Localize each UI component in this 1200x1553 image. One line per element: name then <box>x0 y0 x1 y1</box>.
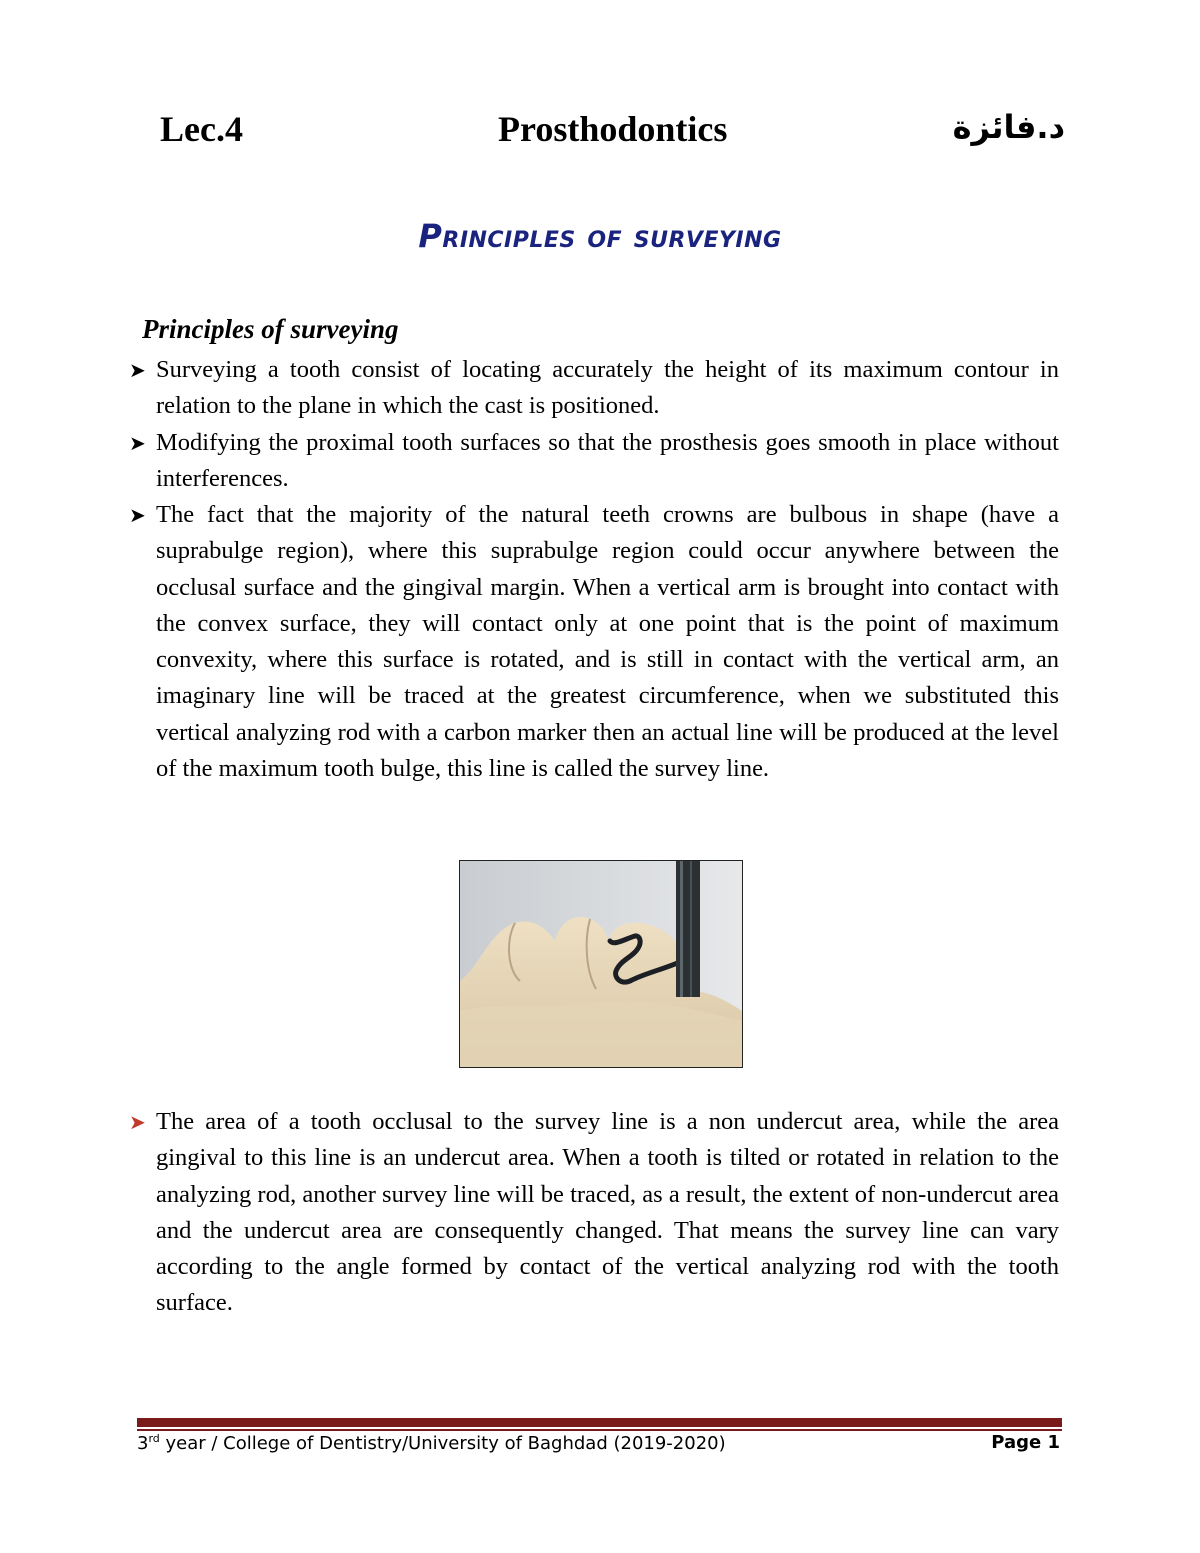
page-header <box>160 108 1065 164</box>
bullet-item <box>129 1104 1059 1322</box>
author-name: د.فائزة <box>952 108 1065 146</box>
footer-rule <box>137 1418 1062 1427</box>
arrowhead-bullet-icon: ➤ <box>129 503 146 527</box>
footer-year-suffix: rd <box>148 1432 160 1445</box>
bullet-item <box>129 425 1059 498</box>
bullet-text: Surveying a tooth consist of locating accurately the height of its maximum contour in relation to the plane in which the cast is positioned. <box>156 356 1059 420</box>
bullet-text: The area of a tooth occlusal to the survey line is a non undercut area, while the area gingival to this line is an undercut area. When a tooth is tilted or rotated in relation to the analyzing rod, another survey line will be traced, as a result, the extent of non-undercut area and the undercut area are consequently changed. That means the survey line can vary according to the angle formed by contact of the vertical analyzing rod with the tooth surface. <box>156 1108 1059 1317</box>
bullet-item <box>129 497 1059 787</box>
footer-year-number: 3 <box>137 1433 149 1454</box>
bullet-text: The fact that the majority of the natural teeth crowns are bulbous in shape (have a suprabulge region), where this suprabulge region could occur anywhere between the occlusal surface and the gingival margin. When a vertical arm is brought into contact with the convex surface, they will contact only at one point that is the point of maximum convexity, where this surface is rotated, and is still in contact with the vertical arm, an imaginary line will be traced at the greatest circumference, when we substituted this vertical analyzing rod with a carbon marker then an actual line will be produced at the level of the maximum tooth bulge, this line is called the survey line. <box>156 501 1059 783</box>
arrowhead-bullet-icon: ➤ <box>129 431 146 455</box>
footer-rule-thin <box>137 1429 1062 1431</box>
dental-cast-survey-photo <box>459 860 743 1068</box>
section-heading: Principles of surveying <box>142 314 399 344</box>
arrowhead-bullet-icon: ➤ <box>129 358 146 382</box>
arrowhead-bullet-icon: ➤ <box>129 1110 146 1134</box>
footer-text <box>137 1432 726 1454</box>
subject-title: Prosthodontics <box>498 109 728 149</box>
document-title: Principles of surveying <box>418 217 782 255</box>
page-number: Page 1 <box>991 1432 1060 1453</box>
footer-institution: year / College of Dentistry/University of Baghdad (2019-2020) <box>159 1433 726 1454</box>
bullet-text: Modifying the proximal tooth surfaces so that the prosthesis goes smooth in place without interferences. <box>156 429 1059 493</box>
lecture-number: Lec.4 <box>160 109 243 149</box>
bullet-item <box>129 352 1059 425</box>
